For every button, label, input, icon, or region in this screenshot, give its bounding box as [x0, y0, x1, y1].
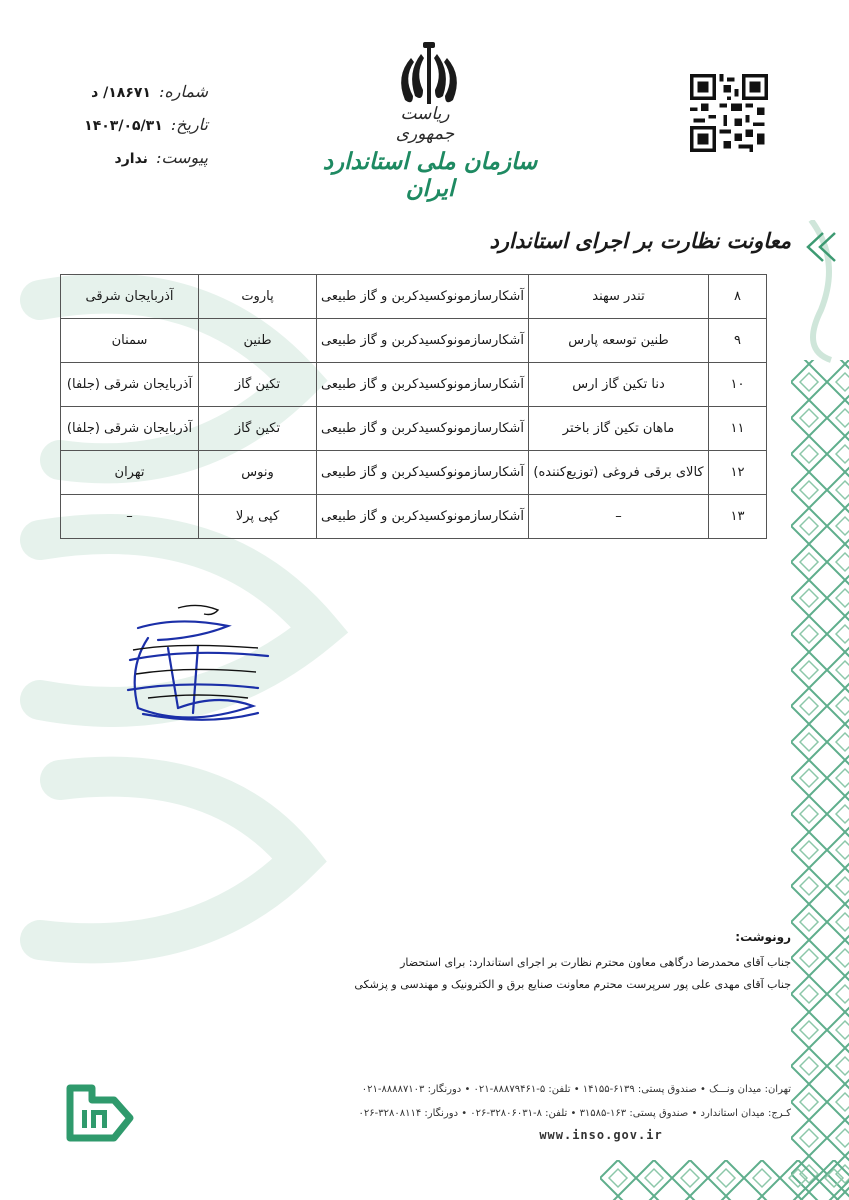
company-cell: دنا تکین گاز ارس — [529, 363, 709, 407]
company-cell: تندر سهند — [529, 275, 709, 319]
letter-meta — [48, 82, 208, 181]
brand-cell: تکین گاز — [199, 407, 317, 451]
company-cell: ماهان تکین گاز باختر — [529, 407, 709, 451]
company-cell: طنین توسعه پارس — [529, 319, 709, 363]
letter-attachment-value: ندارد — [114, 151, 148, 167]
decorative-border-right — [791, 220, 849, 1200]
table-row — [61, 363, 767, 407]
letter-number-row — [48, 82, 208, 115]
letter-date-row — [48, 115, 208, 148]
table-row — [61, 319, 767, 363]
brand-cell: ونوس — [199, 451, 317, 495]
province-cell: تهران — [61, 451, 199, 495]
row-number-cell: ۹ — [709, 319, 767, 363]
table-row — [61, 407, 767, 451]
carbon-copy-section — [231, 930, 791, 996]
province-cell: – — [61, 495, 199, 539]
company-cell: – — [529, 495, 709, 539]
decorative-border-bottom — [600, 1160, 849, 1200]
row-number-cell: ۸ — [709, 275, 767, 319]
province-cell: آذربایجان شرقی (جلفا) — [61, 407, 199, 451]
table-row — [61, 451, 767, 495]
product-cell: آشکارسازمونوکسیدکربن و گاز طبیعی — [317, 495, 529, 539]
iran-emblem-icon — [393, 40, 465, 112]
row-number-cell: ۱۲ — [709, 451, 767, 495]
letter-date-label: تاریخ: — [170, 115, 208, 134]
department-title: معاونت نظارت بر اجرای استاندارد — [489, 228, 791, 253]
letter-number-value: ۱۸۶۷۱/ د — [91, 85, 151, 101]
inso-logo-icon — [62, 1080, 138, 1146]
product-cell: آشکارسازمونوکسیدکربن و گاز طبیعی — [317, 275, 529, 319]
brand-cell: پاروت — [199, 275, 317, 319]
row-number-cell: ۱۰ — [709, 363, 767, 407]
product-cell: آشکارسازمونوکسیدکربن و گاز طبیعی — [317, 451, 529, 495]
tehran-address: تهران: میدان ونـــک • صندوق پستی: ۶۱۳۹-۱۴۱۵۵ • تلفن: ۵-۸۸۸۷۹۴۶۱-۰۲۱ • دورنگار: ۸۸۸۸۷۱۰۳-۰۲۱ — [361, 1084, 791, 1095]
cc-title: رونوشت: — [735, 930, 791, 944]
karaj-address: کـرج: میدان استاندارد • صندوق پستی: ۱۶۳-۳۱۵۸۵ • تلفن: ۸-۳۲۸۰۶۰۳۱-۰۲۶ • دورنگار: ۳۲۸۰۸۱۱۴-۰۲۶ — [358, 1108, 791, 1119]
province-cell: آذربایجان شرقی — [61, 275, 199, 319]
brand-cell: تکین گاز — [199, 363, 317, 407]
letter-attachment-label: پیوست: — [155, 148, 208, 167]
brand-cell: طنین — [199, 319, 317, 363]
product-cell: آشکارسازمونوکسیدکربن و گاز طبیعی — [317, 319, 529, 363]
province-cell: آذربایجان شرقی (جلفا) — [61, 363, 199, 407]
signature-stamp — [118, 598, 278, 738]
double-chevron-icon — [803, 230, 843, 264]
product-cell: آشکارسازمونوکسیدکربن و گاز طبیعی — [317, 407, 529, 451]
cc-line: جناب آقای مهدی علی پور سرپرست محترم معاونت صنایع برق و الکترونیک و مهندسی و پزشکی — [354, 978, 791, 991]
letter-date-value: ۱۴۰۳/۰۵/۳۱ — [84, 118, 163, 134]
letter-attachment-row — [48, 148, 208, 181]
table-row — [61, 495, 767, 539]
table-row — [61, 275, 767, 319]
company-cell: کالای برقی فروغی (توزیع‌کننده) — [529, 451, 709, 495]
letter-footer — [231, 1078, 791, 1142]
website-link[interactable]: www.inso.gov.ir — [539, 1128, 663, 1142]
product-cell: آشکارسازمونوکسیدکربن و گاز طبیعی — [317, 363, 529, 407]
row-number-cell: ۱۳ — [709, 495, 767, 539]
cc-line: جناب آقای محمدرضا درگاهی معاون محترم نظارت بر اجرای استاندارد: برای استحضار — [400, 956, 791, 969]
letter-number-label: شماره: — [158, 82, 208, 101]
brand-cell: کپی پرلا — [199, 495, 317, 539]
province-cell: سمنان — [61, 319, 199, 363]
products-table — [61, 274, 767, 539]
organization-name: سازمان ملی استاندارد ایران — [322, 148, 538, 202]
presidency-label: ریاست جمهوری — [395, 104, 455, 144]
qr-code-icon — [690, 74, 768, 152]
row-number-cell: ۱۱ — [709, 407, 767, 451]
